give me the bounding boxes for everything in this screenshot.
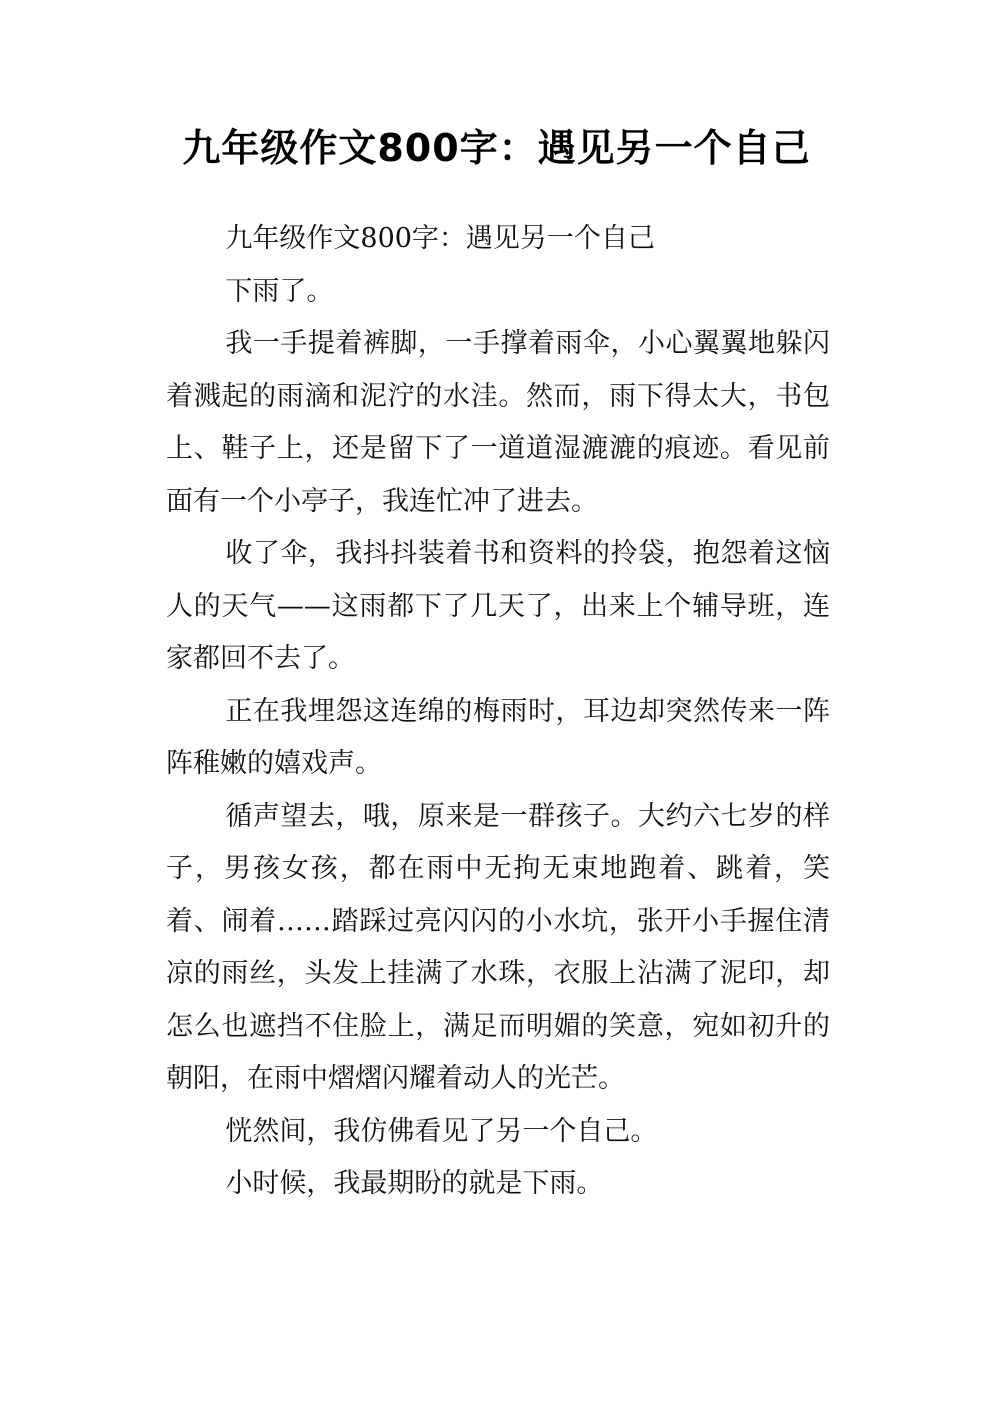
paragraph: 收了伞，我抖抖装着书和资料的拎袋，抱怨着这恼人的天气——这雨都下了几天了，出来上个辅导班，连家都回不去了。 (166, 538, 830, 674)
paragraph: 循声望去，哦，原来是一群孩子。大约六七岁的样子，男孩女孩，都在雨中无拘无束地跑着、跳着，笑着、闹着……踏踩过亮闪闪的小水坑，张开小手握住清凉的雨丝，头发上挂满了水珠，衣服上沾满了泥印，却怎么也遮挡不住脸上，满足而明媚的笑意，宛如初升的朝阳，在雨中熠熠闪耀着动人的光芒。 (166, 800, 830, 1094)
paragraph: 下雨了。 (225, 275, 334, 307)
paragraph: 正在我埋怨这连绵的梅雨时，耳边却突然传来一阵阵稚嫩的嬉戏声。 (166, 695, 830, 779)
document-body (166, 213, 830, 1211)
document-title: 九年级作文800字：遇见另一个自己 (182, 126, 811, 170)
paragraph: 小时候，我最期盼的就是下雨。 (225, 1168, 604, 1199)
paragraph: 恍然间，我仿佛看见了另一个自己。 (225, 1115, 658, 1147)
paragraph: 我一手提着裤脚，一手撑着雨伞，小心翼翼地躲闪着溅起的雨滴和泥泞的水洼。然而，雨下得太大，书包上、鞋子上，还是留下了一道道湿漉漉的痕迹。看见前面有一个小亭子，我连忙冲了进去。 (166, 328, 830, 517)
paragraph-subtitle: 九年级作文800字：遇见另一个自己 (225, 223, 655, 254)
